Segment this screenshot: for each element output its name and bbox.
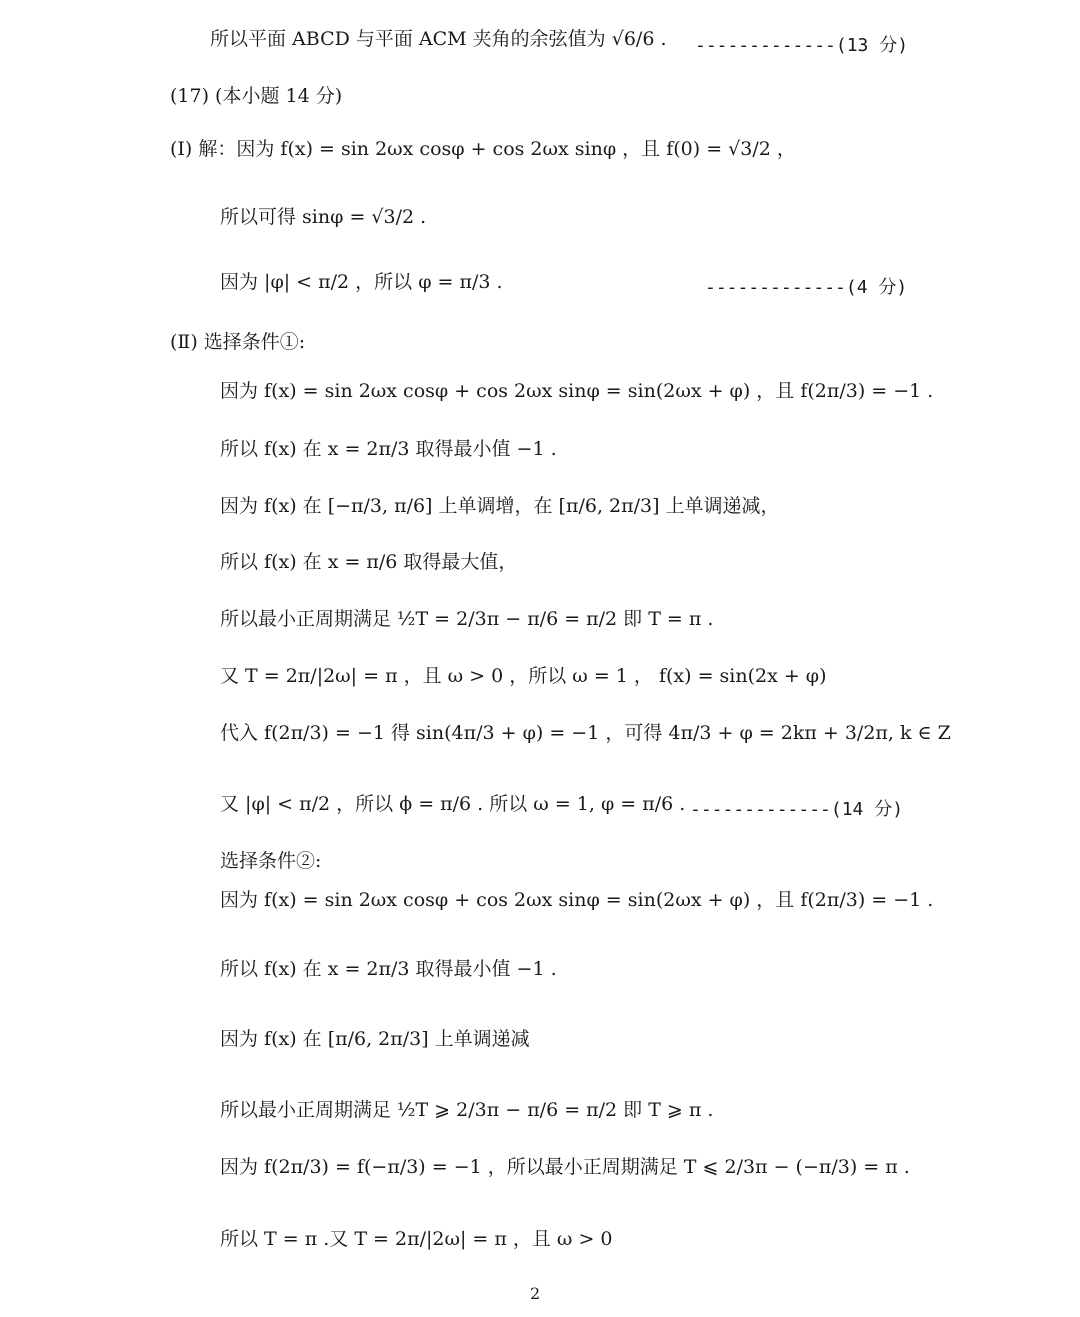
text-line-l11: 所以最小正周期满足 ½T = 2/3π − π/6 = π/2 即 T = π . <box>220 608 714 630</box>
text-line-l03: (Ⅰ) 解：因为 f(x) = sin 2ωx cosφ + cos 2ωx sinφ ，且 f(0) = √3/2 ， <box>170 138 796 160</box>
text-line-l06: (Ⅱ) 选择条件①: <box>170 331 306 353</box>
text-line-l04: 所以可得 sinφ = √3/2 . <box>220 206 427 228</box>
text-line-l07: 因为 f(x) = sin 2ωx cosφ + cos 2ωx sinφ = sin(2ωx + φ) ，且 f(2π/3) = −1 . <box>220 380 934 402</box>
score-marker-s2: -------------(4 分) <box>705 277 908 298</box>
text-line-l13: 代入 f(2π/3) = −1 得 sin(4π/3 + φ) = −1 ，可得 4π/3 + φ = 2kπ + 3/2π, k ∈ Z <box>220 722 951 744</box>
text-line-l18: 因为 f(x) 在 [π/6, 2π/3] 上单调递减 <box>220 1028 530 1050</box>
text-line-l10: 所以 f(x) 在 x = π/6 取得最大值， <box>220 551 518 573</box>
text-line-l09: 因为 f(x) 在 [−π/3, π/6] 上单调增，在 [π/6, 2π/3] 上单调递减， <box>220 495 780 517</box>
text-line-l08: 所以 f(x) 在 x = 2π/3 取得最小值 −1 . <box>220 438 557 460</box>
page-number: 2 <box>530 1284 541 1303</box>
score-marker-s3: -------------(14 分) <box>690 799 904 820</box>
text-line-l05: 因为 |φ| < π/2 ，所以 φ = π/3 . <box>220 271 503 293</box>
text-line-l21: 所以 T = π .又 T = 2π/|2ω| = π ，且 ω > 0 <box>220 1228 613 1250</box>
text-line-l15: 选择条件②: <box>220 850 322 872</box>
text-line-l16: 因为 f(x) = sin 2ωx cosφ + cos 2ωx sinφ = sin(2ωx + φ) ，且 f(2π/3) = −1 . <box>220 889 934 911</box>
text-line-l17: 所以 f(x) 在 x = 2π/3 取得最小值 −1 . <box>220 958 557 980</box>
score-marker-s1: -------------(13 分) <box>695 35 909 56</box>
text-line-l20: 因为 f(2π/3) = f(−π/3) = −1 ，所以最小正周期满足 T ⩽ 2/3π − (−π/3) = π . <box>220 1156 910 1178</box>
text-line-l12: 又 T = 2π/|2ω| = π ，且 ω > 0 ，所以 ω = 1 ， f(x) = sin(2x + φ) <box>220 665 827 687</box>
text-line-l19: 所以最小正周期满足 ½T ⩾ 2/3π − π/6 = π/2 即 T ⩾ π . <box>220 1099 714 1121</box>
text-line-l02: (17) (本小题 14 分) <box>170 85 343 107</box>
text-line-l14: 又 |φ| < π/2 ，所以 ϕ = π/6 . 所以 ω = 1, φ = π/6 . <box>220 793 686 815</box>
text-line-l01: 所以平面 ABCD 与平面 ACM 夹角的余弦值为 √6/6 . <box>210 28 667 50</box>
